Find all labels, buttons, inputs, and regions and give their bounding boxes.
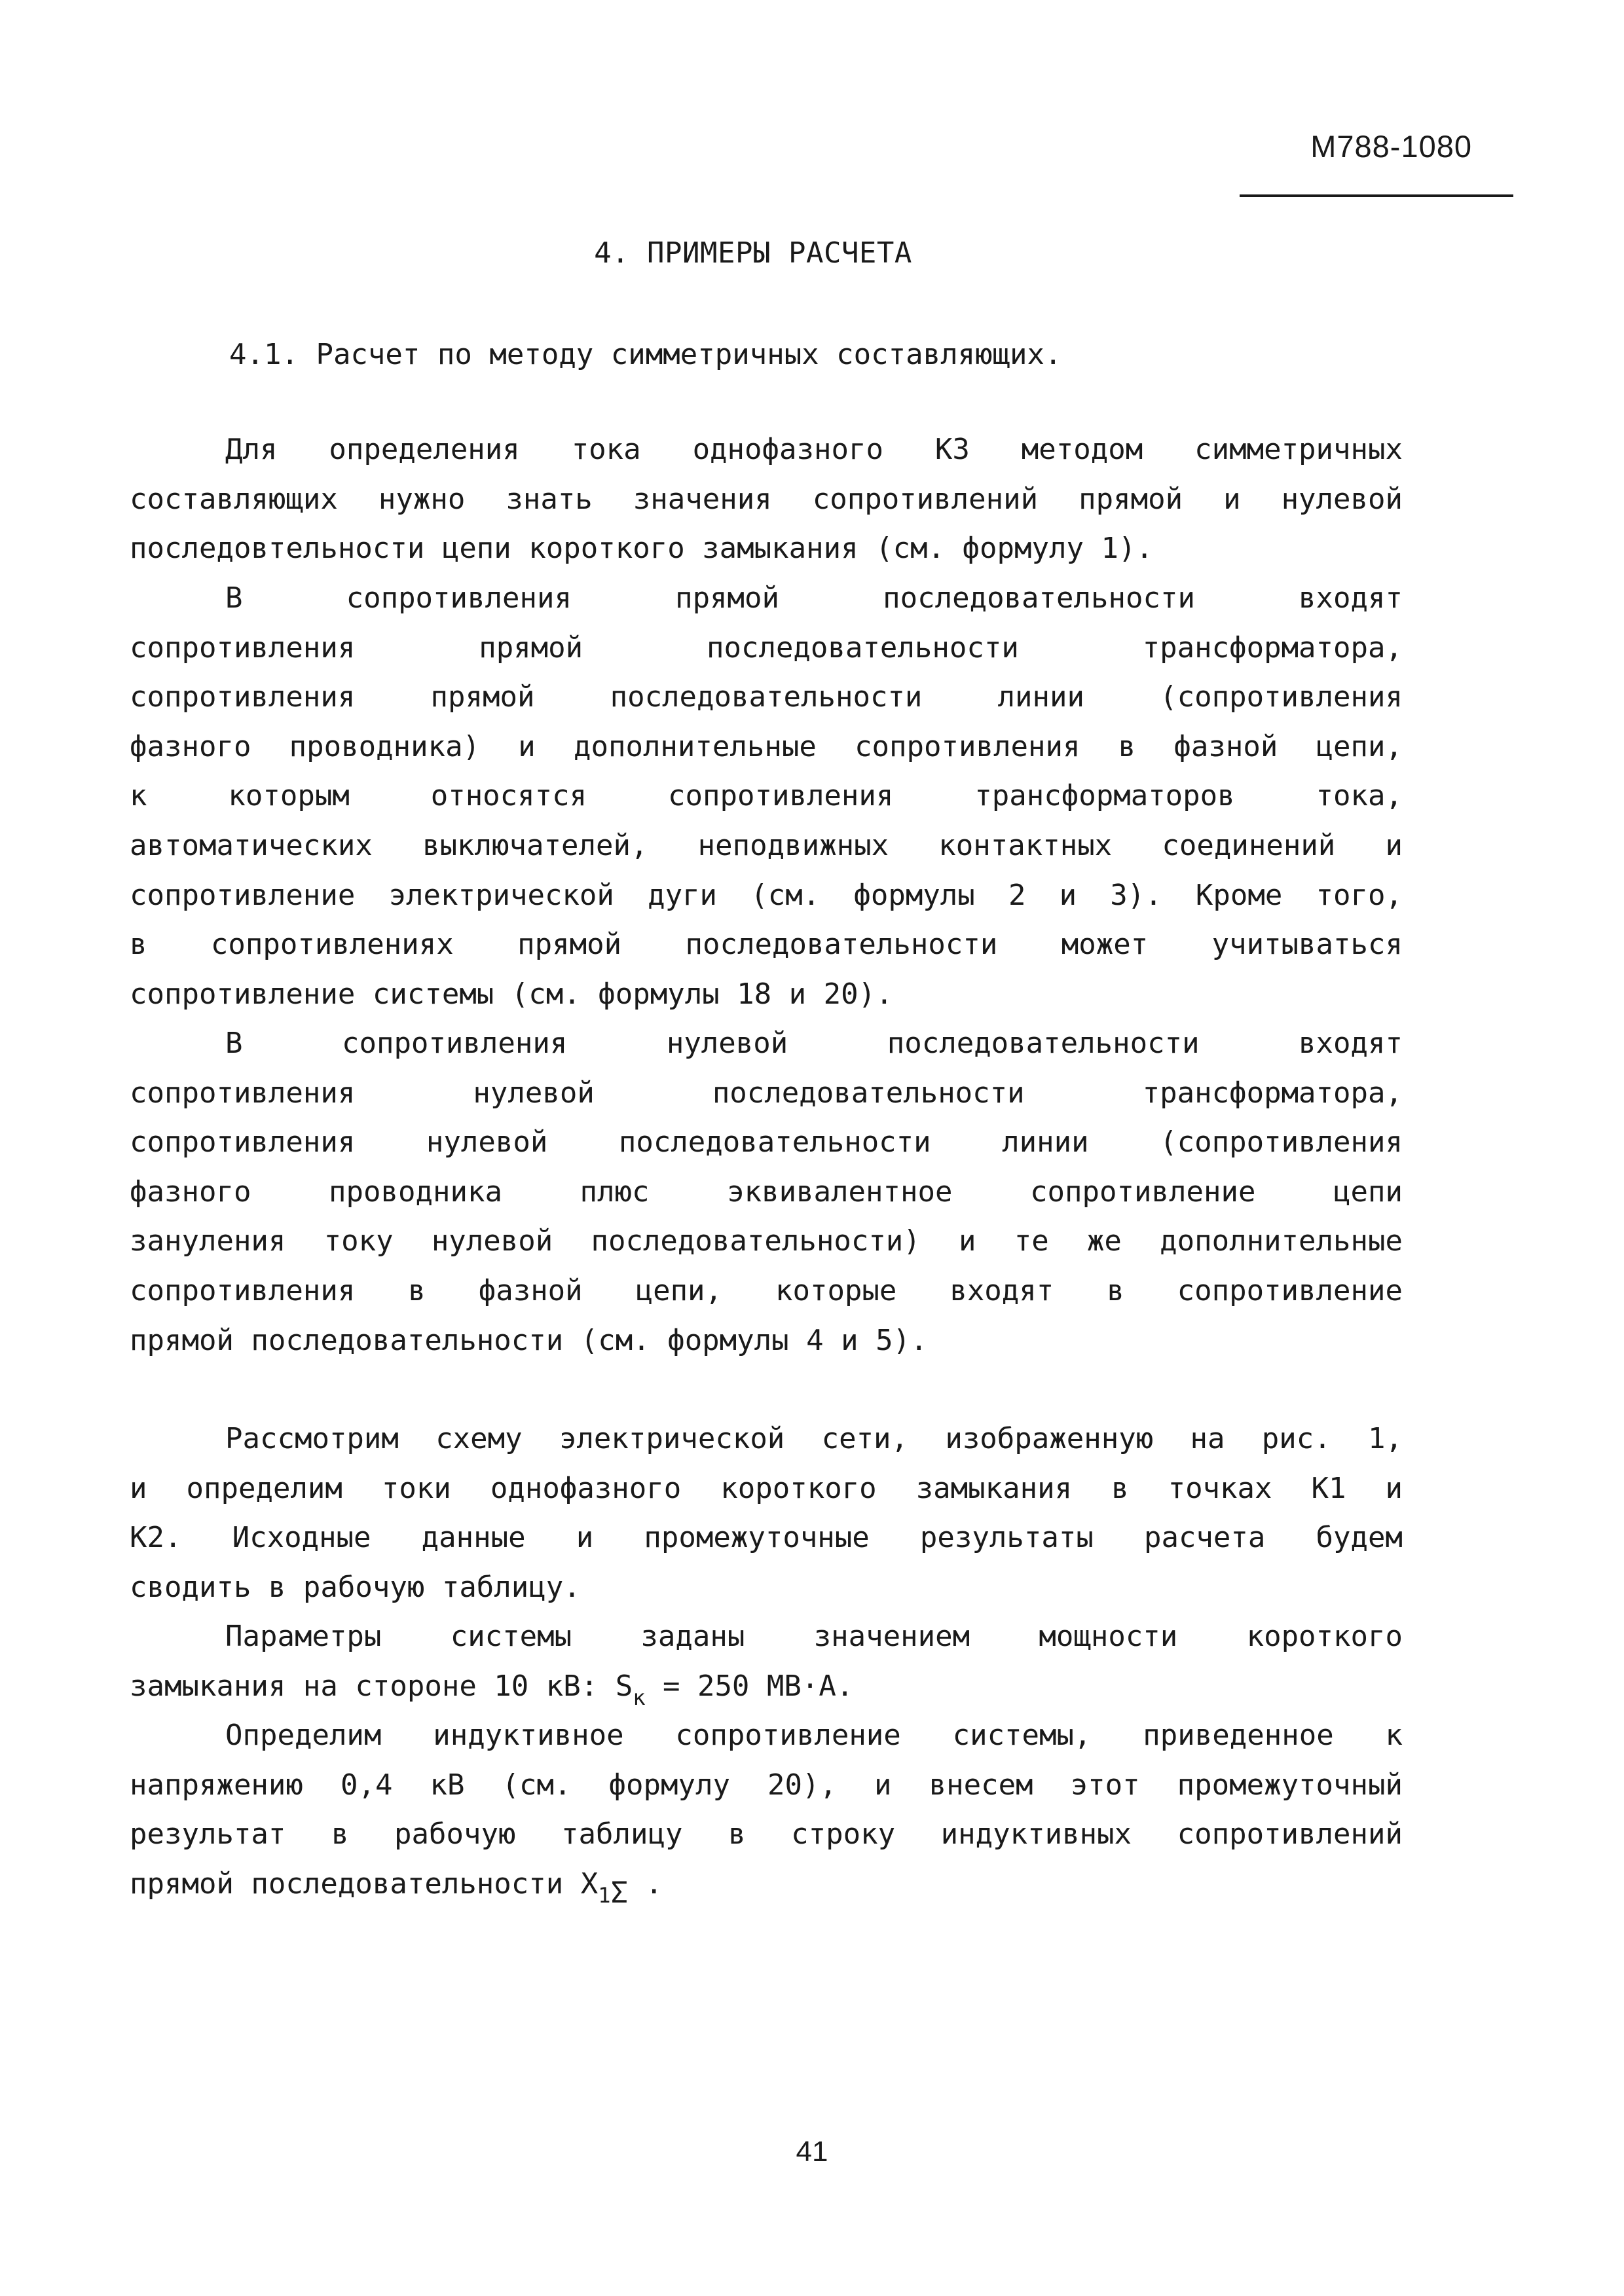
text-line: сопротивления прямой последовательности линии (сопротивления	[130, 680, 1403, 714]
page-number: 41	[796, 2136, 828, 2168]
subscript-k: к	[633, 1685, 646, 1710]
paragraph-2	[130, 574, 1403, 1019]
document-code: М788-1080	[1310, 129, 1472, 164]
paragraph-3	[130, 1019, 1403, 1365]
section-title: 4. ПРИМЕРЫ РАСЧЕТА	[594, 236, 912, 270]
text-line: сопротивления нулевой последовательности линии (сопротивления	[130, 1125, 1403, 1159]
text-line: В сопротивления нулевой последовательности входят	[225, 1027, 1403, 1060]
paragraph-4	[130, 1414, 1403, 1612]
text-line: в сопротивлениях прямой последовательности может учитываться	[130, 928, 1403, 962]
text-line: В сопротивления прямой последовательности входят	[225, 581, 1403, 615]
text-fragment: замыкания на стороне 10 кВ: S	[130, 1669, 633, 1703]
text-line: К2. Исходные данные и промежуточные результаты расчета будем	[130, 1521, 1403, 1555]
text-fragment: прямой последовательности X	[130, 1867, 599, 1901]
text-line: фазного проводника) и дополнительные сопротивления в фазной цепи,	[130, 729, 1403, 763]
text-line: фазного проводника плюс эквивалентное сопротивление цепи	[130, 1175, 1403, 1209]
text-line: прямой последовательности (см. формулы 4 и 5).	[130, 1323, 928, 1357]
paragraph-6	[130, 1711, 1403, 1908]
text-fragment: = 250 МВ·А.	[645, 1669, 854, 1703]
text-line: Рассмотрим схему электрической сети, изображенную на рис. 1,	[225, 1422, 1403, 1455]
text-line: сопротивления в фазной цепи, которые входят в сопротивление	[130, 1273, 1403, 1307]
paragraph-1	[130, 425, 1403, 574]
text-line: результат в рабочую таблицу в строку индуктивных сопротивлений	[130, 1817, 1403, 1851]
text-fragment: .	[628, 1867, 663, 1901]
text-line	[130, 1859, 1403, 1909]
text-line: последовтельности цепи короткого замыкания (см. формулу 1).	[130, 532, 1153, 566]
text-line: Определим индуктивное сопротивление системы, приведенное к	[225, 1719, 1403, 1752]
header-rule	[1240, 194, 1513, 197]
text-line: к которым относятся сопротивления трансформаторов тока,	[130, 779, 1403, 813]
text-line: Для определения тока однофазного КЗ методом симметричных	[225, 433, 1403, 466]
text-line: сопротивления нулевой последовательности трансформатора,	[130, 1076, 1403, 1110]
text-line: автоматических выключателей, неподвижных контактных соединений и	[130, 828, 1403, 862]
text-line: Параметры системы заданы значением мощности короткого	[225, 1620, 1403, 1653]
text-line: сводить в рабочую таблицу.	[130, 1570, 581, 1604]
text-line: сопротивление системы (см. формулы 18 и 20).	[130, 977, 893, 1011]
text-line: составляющих нужно знать значения сопротивлений прямой и нулевой	[130, 482, 1403, 516]
text-line: зануления току нулевой последовательности) и те же дополнительные	[130, 1224, 1403, 1258]
subsection-title: 4.1. Расчет по методу симметричных составляющих.	[229, 338, 1062, 371]
sigma-symbol: Σ	[610, 1876, 629, 1910]
text-line: сопротивления прямой последовательности трансформатора,	[130, 630, 1403, 665]
text-line	[130, 1662, 1403, 1711]
paragraph-5	[130, 1612, 1403, 1711]
text-line: и определим токи однофазного короткого замыкания в точках К1 и	[130, 1471, 1403, 1505]
text-line: напряжению 0,4 кВ (см. формулу 20), и внесем этот промежуточный	[130, 1768, 1403, 1802]
text-line: сопротивление электрической дуги (см. формулы 2 и 3). Кроме того,	[130, 878, 1403, 912]
subscript-1: 1	[598, 1882, 611, 1908]
